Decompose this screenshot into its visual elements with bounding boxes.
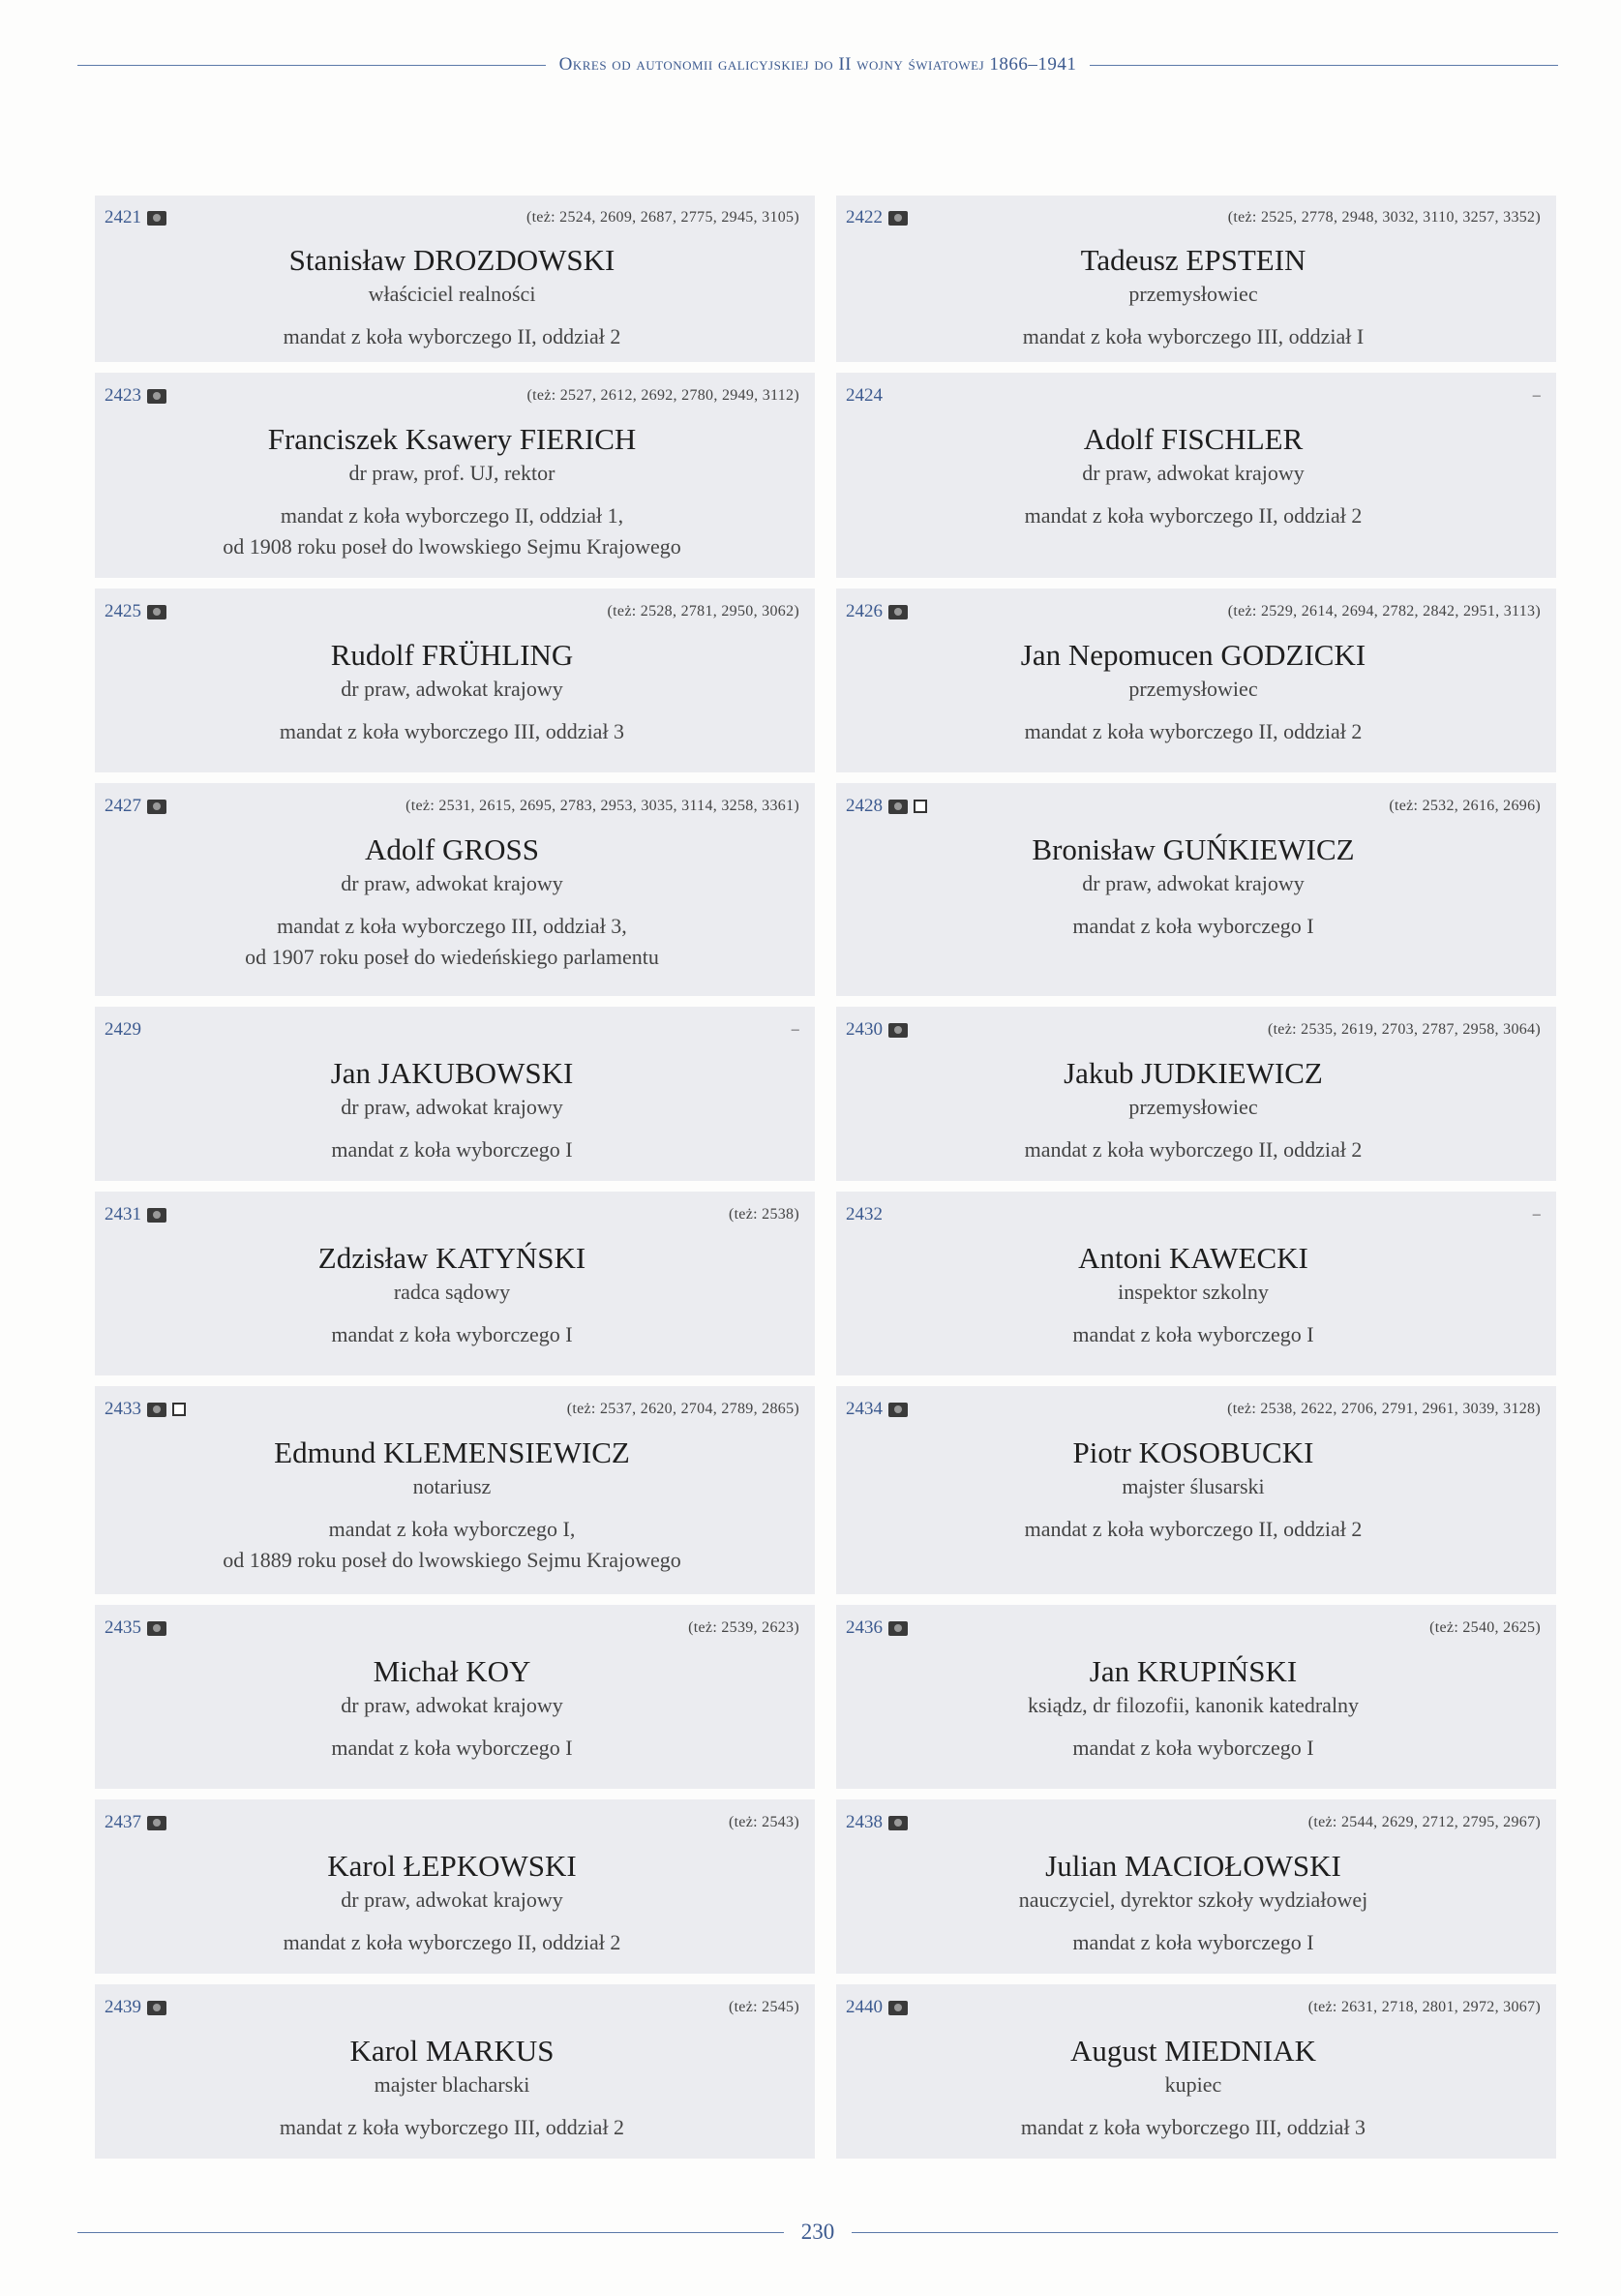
photo-icon bbox=[888, 605, 908, 619]
entry-card bbox=[95, 589, 815, 772]
person-occupation: przemysłowiec bbox=[1128, 1095, 1258, 1119]
photo-icon bbox=[147, 211, 166, 226]
person-occupation: dr praw, adwokat krajowy bbox=[1082, 461, 1305, 485]
entry-card bbox=[95, 1386, 815, 1594]
entry-id-group bbox=[846, 601, 908, 622]
footer-rule-right bbox=[852, 2232, 1558, 2233]
entry-header bbox=[846, 1203, 1541, 1226]
cross-reference: (też: 2539, 2623) bbox=[688, 1619, 799, 1636]
entry-card bbox=[836, 373, 1556, 578]
entry-id-group bbox=[105, 1019, 141, 1041]
cross-reference: – bbox=[791, 1021, 799, 1038]
entry-header bbox=[105, 207, 799, 228]
person-occupation: przemysłowiec bbox=[1128, 677, 1258, 701]
entry-header bbox=[105, 1616, 799, 1640]
mandate-text: mandat z koła wyborczego II, oddział 2 bbox=[1024, 1137, 1363, 1162]
entry-id-group bbox=[105, 1812, 166, 1833]
entry-header bbox=[846, 600, 1541, 623]
square-icon bbox=[172, 1403, 186, 1416]
entry-id-group bbox=[846, 796, 927, 817]
photo-icon bbox=[147, 1621, 166, 1636]
cross-reference: (też: 2540, 2625) bbox=[1429, 1619, 1541, 1636]
entry-number: 2422 bbox=[846, 207, 883, 227]
entry-number: 2433 bbox=[105, 1399, 141, 1419]
entry-id-group bbox=[105, 1204, 166, 1225]
mandate-text: mandat z koła wyborczego I bbox=[1072, 914, 1314, 938]
photo-icon bbox=[147, 800, 166, 814]
entry-header bbox=[846, 207, 1541, 228]
person-name: Karol MARKUS bbox=[349, 2034, 555, 2068]
entry-number: 2429 bbox=[105, 1019, 141, 1040]
entry-header bbox=[846, 1398, 1541, 1421]
entry-card bbox=[836, 1007, 1556, 1181]
cross-reference: (też: 2529, 2614, 2694, 2782, 2842, 2951, 3113) bbox=[1227, 603, 1541, 619]
mandate-text: mandat z koła wyborczego II, oddział 2 bbox=[1024, 503, 1363, 528]
footer-rule-left bbox=[77, 2232, 784, 2233]
cross-reference: – bbox=[1532, 387, 1541, 404]
mandate-text: mandat z koła wyborczego II, oddział 2 bbox=[1024, 1517, 1363, 1541]
entry-number: 2428 bbox=[846, 796, 883, 816]
entry-card bbox=[836, 196, 1556, 362]
person-occupation: dr praw, adwokat krajowy bbox=[341, 677, 563, 701]
mandate-note: od 1907 roku poseł do wiedeńskiego parlamentu bbox=[245, 945, 659, 969]
entry-number: 2437 bbox=[105, 1812, 141, 1832]
cross-reference: – bbox=[1532, 1206, 1541, 1223]
entry-id-group bbox=[846, 1019, 908, 1041]
person-name: Jan KRUPIŃSKI bbox=[1089, 1654, 1298, 1688]
entry-id-group bbox=[846, 1204, 883, 1225]
mandate-text: mandat z koła wyborczego I, bbox=[328, 1517, 576, 1541]
entry-id-group bbox=[105, 1399, 186, 1420]
cross-reference: (też: 2537, 2620, 2704, 2789, 2865) bbox=[566, 1401, 799, 1417]
entry-number: 2436 bbox=[846, 1617, 883, 1638]
mandate-text: mandat z koła wyborczego I bbox=[1072, 1322, 1314, 1346]
entry-id-group bbox=[105, 601, 166, 622]
person-occupation: ksiądz, dr filozofii, kanonik katedralny bbox=[1027, 1693, 1360, 1717]
mandate-note: od 1889 roku poseł do lwowskiego Sejmu Krajowego bbox=[223, 1548, 681, 1572]
page-footer bbox=[77, 2215, 1558, 2250]
running-head-title: Okres od autonomii galicyjskiej do II wojny światowej 1866–1941 bbox=[558, 54, 1077, 75]
entries-grid bbox=[95, 196, 1541, 2159]
person-name: Antoni KAWECKI bbox=[1078, 1241, 1308, 1275]
entry-header bbox=[846, 1616, 1541, 1640]
cross-reference: (też: 2535, 2619, 2703, 2787, 2958, 3064) bbox=[1267, 1021, 1541, 1038]
photo-icon bbox=[888, 1023, 908, 1038]
entry-number: 2440 bbox=[846, 1997, 883, 2017]
entry-card bbox=[836, 589, 1556, 772]
entry-card bbox=[95, 1007, 815, 1181]
photo-icon bbox=[147, 1208, 166, 1223]
entry-id-group bbox=[846, 1812, 908, 1833]
cross-reference: (też: 2538) bbox=[728, 1206, 799, 1223]
entry-id-group bbox=[105, 796, 166, 817]
entry-number: 2430 bbox=[846, 1019, 883, 1040]
entry-card bbox=[836, 783, 1556, 996]
entry-id-group bbox=[105, 1617, 166, 1639]
entry-card bbox=[836, 1386, 1556, 1594]
person-name: Franciszek Ksawery FIERICH bbox=[267, 422, 637, 456]
running-head bbox=[77, 50, 1558, 79]
photo-icon bbox=[888, 1816, 908, 1830]
person-name: Michał KOY bbox=[373, 1654, 531, 1688]
entry-header bbox=[846, 795, 1541, 818]
entry-header bbox=[105, 795, 799, 818]
person-occupation: notariusz bbox=[412, 1474, 492, 1498]
entry-header bbox=[105, 1398, 799, 1421]
entry-id-group bbox=[846, 385, 883, 407]
entry-header bbox=[105, 1203, 799, 1226]
entry-card bbox=[95, 1984, 815, 2159]
mandate-text: mandat z koła wyborczego III, oddział I bbox=[1022, 324, 1365, 348]
cross-reference: (też: 2544, 2629, 2712, 2795, 2967) bbox=[1307, 1814, 1541, 1830]
cross-reference: (też: 2531, 2615, 2695, 2783, 2953, 3035, 3114, 3258, 3361) bbox=[405, 798, 799, 814]
entry-header bbox=[105, 600, 799, 623]
person-name: Tadeusz EPSTEIN bbox=[1080, 243, 1306, 277]
person-occupation: dr praw, adwokat krajowy bbox=[341, 1693, 563, 1717]
cross-reference: (też: 2525, 2778, 2948, 3032, 3110, 3257, 3352) bbox=[1227, 209, 1541, 226]
entry-id-group bbox=[846, 1617, 908, 1639]
entry-id-group bbox=[105, 385, 166, 407]
entry-number: 2423 bbox=[105, 385, 141, 406]
person-occupation: kupiec bbox=[1164, 2072, 1222, 2097]
person-name: Karol ŁEPKOWSKI bbox=[327, 1849, 577, 1883]
entry-header bbox=[846, 1996, 1541, 2019]
photo-icon bbox=[888, 211, 908, 226]
header-rule-left bbox=[77, 65, 546, 66]
entry-card bbox=[95, 783, 815, 996]
entry-id-group bbox=[846, 207, 908, 228]
person-name: Zdzisław KATYŃSKI bbox=[317, 1241, 586, 1275]
photo-icon bbox=[147, 605, 166, 619]
entry-header bbox=[846, 1811, 1541, 1834]
mandate-text: mandat z koła wyborczego II, oddział 2 bbox=[283, 324, 621, 348]
entry-number: 2427 bbox=[105, 796, 141, 816]
entry-number: 2432 bbox=[846, 1204, 883, 1224]
cross-reference: (też: 2524, 2609, 2687, 2775, 2945, 3105) bbox=[525, 209, 799, 226]
entry-card bbox=[95, 1799, 815, 1974]
entry-card bbox=[836, 1984, 1556, 2159]
cross-reference: (też: 2532, 2616, 2696) bbox=[1389, 798, 1541, 814]
entry-number: 2424 bbox=[846, 385, 883, 406]
person-name: Jakub JUDKIEWICZ bbox=[1064, 1056, 1323, 1090]
person-name: Piotr KOSOBUCKI bbox=[1072, 1435, 1314, 1469]
person-name: Jan JAKUBOWSKI bbox=[330, 1056, 574, 1090]
person-occupation: majster ślusarski bbox=[1122, 1474, 1265, 1498]
mandate-text: mandat z koła wyborczego III, oddział 2 bbox=[279, 2115, 625, 2139]
photo-icon bbox=[147, 2001, 166, 2015]
photo-icon bbox=[147, 1403, 166, 1417]
entry-id-group bbox=[846, 1399, 908, 1420]
entry-header bbox=[105, 384, 799, 408]
mandate-text: mandat z koła wyborczego I bbox=[331, 1322, 573, 1346]
person-name: Jan Nepomucen GODZICKI bbox=[1020, 638, 1366, 672]
person-occupation: majster blacharski bbox=[374, 2072, 530, 2097]
mandate-text: mandat z koła wyborczego II, oddział 2 bbox=[1024, 719, 1363, 743]
entry-card bbox=[95, 1605, 815, 1789]
photo-icon bbox=[888, 800, 908, 814]
person-name: Stanisław DROZDOWSKI bbox=[288, 243, 615, 277]
person-name: Bronisław GUŃKIEWICZ bbox=[1032, 832, 1355, 866]
mandate-text: mandat z koła wyborczego III, oddział 3 bbox=[279, 719, 625, 743]
entry-number: 2438 bbox=[846, 1812, 883, 1832]
entry-header bbox=[846, 1018, 1541, 1042]
person-name: Adolf FISCHLER bbox=[1083, 422, 1304, 456]
person-name: Rudolf FRÜHLING bbox=[330, 638, 574, 672]
entry-id-group bbox=[846, 1997, 908, 2018]
cross-reference: (też: 2528, 2781, 2950, 3062) bbox=[607, 603, 799, 619]
mandate-text: mandat z koła wyborczego I bbox=[331, 1736, 573, 1760]
cross-reference: (też: 2545) bbox=[728, 1999, 799, 2015]
entry-number: 2434 bbox=[846, 1399, 883, 1419]
mandate-text: mandat z koła wyborczego I bbox=[1072, 1736, 1314, 1760]
header-rule-right bbox=[1090, 65, 1558, 66]
entry-number: 2421 bbox=[105, 207, 141, 227]
photo-icon bbox=[888, 2001, 908, 2015]
entry-number: 2435 bbox=[105, 1617, 141, 1638]
cross-reference: (też: 2631, 2718, 2801, 2972, 3067) bbox=[1307, 1999, 1541, 2015]
mandate-text: mandat z koła wyborczego I bbox=[1072, 1930, 1314, 1954]
person-name: August MIEDNIAK bbox=[1069, 2034, 1316, 2068]
person-name: Julian MACIOŁOWSKI bbox=[1045, 1849, 1341, 1883]
photo-icon bbox=[147, 389, 166, 404]
person-occupation: radca sądowy bbox=[393, 1280, 511, 1304]
entry-header bbox=[105, 1018, 799, 1042]
entry-number: 2425 bbox=[105, 601, 141, 621]
entry-card bbox=[95, 196, 815, 362]
square-icon bbox=[914, 800, 927, 813]
entry-card bbox=[95, 373, 815, 578]
mandate-text: mandat z koła wyborczego II, oddział 1, bbox=[280, 503, 624, 528]
mandate-text: mandat z koła wyborczego III, oddział 3 bbox=[1020, 2115, 1366, 2139]
person-occupation: przemysłowiec bbox=[1128, 282, 1258, 306]
person-name: Edmund KLEMENSIEWICZ bbox=[274, 1435, 630, 1469]
entry-header bbox=[105, 1996, 799, 2019]
entry-card bbox=[95, 1192, 815, 1375]
mandate-text: mandat z koła wyborczego II, oddział 2 bbox=[283, 1930, 621, 1954]
entry-id-group bbox=[105, 207, 166, 228]
person-occupation: dr praw, adwokat krajowy bbox=[341, 871, 563, 895]
person-occupation: dr praw, adwokat krajowy bbox=[1082, 871, 1305, 895]
entry-number: 2439 bbox=[105, 1997, 141, 2017]
person-occupation: nauczyciel, dyrektor szkoły wydziałowej bbox=[1018, 1888, 1368, 1912]
entry-id-group bbox=[105, 1997, 166, 2018]
person-name: Adolf GROSS bbox=[364, 832, 539, 866]
mandate-text: mandat z koła wyborczego I bbox=[331, 1137, 573, 1162]
photo-icon bbox=[888, 1621, 908, 1636]
entry-number: 2426 bbox=[846, 601, 883, 621]
cross-reference: (też: 2543) bbox=[728, 1814, 799, 1830]
entry-number: 2431 bbox=[105, 1204, 141, 1224]
photo-icon bbox=[147, 1816, 166, 1830]
page-number: 230 bbox=[800, 2220, 835, 2244]
person-occupation: dr praw, prof. UJ, rektor bbox=[348, 461, 555, 485]
person-occupation: inspektor szkolny bbox=[1118, 1280, 1269, 1304]
person-occupation: dr praw, adwokat krajowy bbox=[341, 1888, 563, 1912]
entry-header bbox=[105, 1811, 799, 1834]
entry-card bbox=[836, 1605, 1556, 1789]
mandate-text: mandat z koła wyborczego III, oddział 3, bbox=[277, 914, 627, 938]
mandate-note: od 1908 roku poseł do lwowskiego Sejmu Krajowego bbox=[223, 534, 681, 559]
photo-icon bbox=[888, 1403, 908, 1417]
entry-card bbox=[836, 1192, 1556, 1375]
entry-card bbox=[836, 1799, 1556, 1974]
entry-header bbox=[846, 384, 1541, 408]
cross-reference: (też: 2527, 2612, 2692, 2780, 2949, 3112) bbox=[526, 387, 799, 404]
cross-reference: (też: 2538, 2622, 2706, 2791, 2961, 3039, 3128) bbox=[1227, 1401, 1541, 1417]
person-occupation: dr praw, adwokat krajowy bbox=[341, 1095, 563, 1119]
person-occupation: właściciel realności bbox=[368, 282, 536, 306]
